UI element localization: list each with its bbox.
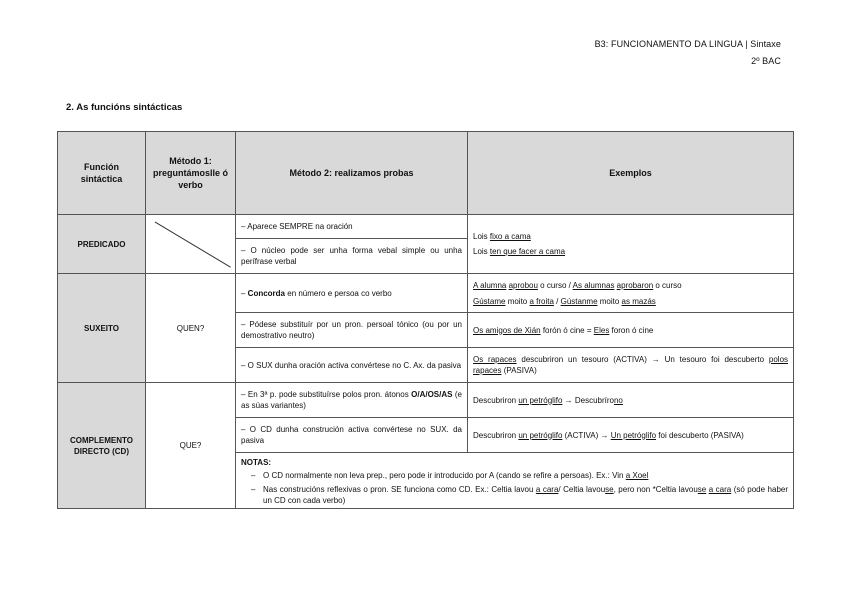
cd-question: QUE? [146,383,236,509]
suxeito-example-concord [468,274,794,313]
table-header-row [58,132,794,215]
table-row [58,215,794,239]
suxeito-question: QUEN? [146,274,236,383]
syntactic-functions-table [57,131,794,509]
header-function: Función sintáctica [58,132,146,215]
document-header [595,36,781,70]
table-row [58,274,794,313]
suxeito-example-pronoun: Os amigos de Xián forón ó cine = Eles foron ó cine [468,313,794,348]
suxeito-method2-a: – Concorda en número e persoa co verbo [236,274,468,313]
header-course: 2º BAC [751,56,781,66]
list-item: – Nas construcións reflexivas o pron. SE funciona como CD. Ex.: Celtia lavou a cara/ Celtia lavouse, pero non *Celtia lavouse a cara (só pode haber un CD con cada verbo) [255,484,788,506]
function-suxeito: SUXEITO [58,274,146,383]
table-row [58,383,794,418]
example-line: Lois ten que facer a cama [473,247,566,256]
diagonal-line [146,215,235,273]
cd-example-passive: Descubriron un petróglifo (ACTIVA) → Un petróglifo foi descuberto (PASIVA) [468,418,794,453]
predicado-method2-a: – Aparece SEMPRE na oración [236,215,468,239]
suxeito-example-passive: Os rapaces descubriron un tesouro (ACTIVA) → Un tesouro foi descuberto polos rapaces (PASIVA) [468,348,794,383]
list-item: – O CD normalmente non leva prep., pero pode ir introducido por A (cando se refire a persoas). Ex.: Vin a Xoel [255,470,788,481]
function-predicado: PREDICADO [58,215,146,274]
cd-method2-b: – O CD dunha construción activa convértese no SUX. da pasiva [236,418,468,453]
suxeito-method2-b: – Pódese substituír por un pron. persoal tónico (ou por un demostrativo neutro) [236,313,468,348]
header-subject: B3: FUNCIONAMENTO DA LINGUA | Sintaxe [594,39,781,49]
function-cd: COMPLEMENTO DIRECTO (CD) [58,383,146,509]
predicado-examples [468,215,794,274]
notes-title: NOTAS: [241,458,272,467]
example-line: Lois fixo a cama [473,232,531,241]
predicado-method2-b: – O núcleo pode ser unha forma vebal simple ou unha perífrase verbal [236,238,468,273]
header-method1: Método 1: preguntámoslle ó verbo [146,132,236,215]
example-line: Gústame moito a froita / Gústanme moito as mazás [473,296,656,306]
method1-empty [146,215,236,274]
header-examples: Exemplos [468,132,794,215]
section-title: 2. As funcións sintácticas [66,102,183,113]
cd-example-pronoun: Descubriron un petróglifo → Descubrírono [468,383,794,418]
notes-list [241,470,788,506]
cd-notes [236,453,794,509]
example-line: A alumna aprobou o curso / As alumnas aprobaron o curso [473,280,682,290]
suxeito-method2-c: – O SUX dunha oración activa convértese no C. Ax. da pasiva [236,348,468,383]
cd-method2-a: – En 3ª p. pode substituírse polos pron. átonos O/A/OS/AS (e as súas variantes) [236,383,468,418]
header-method2: Método 2: realizamos probas [236,132,468,215]
